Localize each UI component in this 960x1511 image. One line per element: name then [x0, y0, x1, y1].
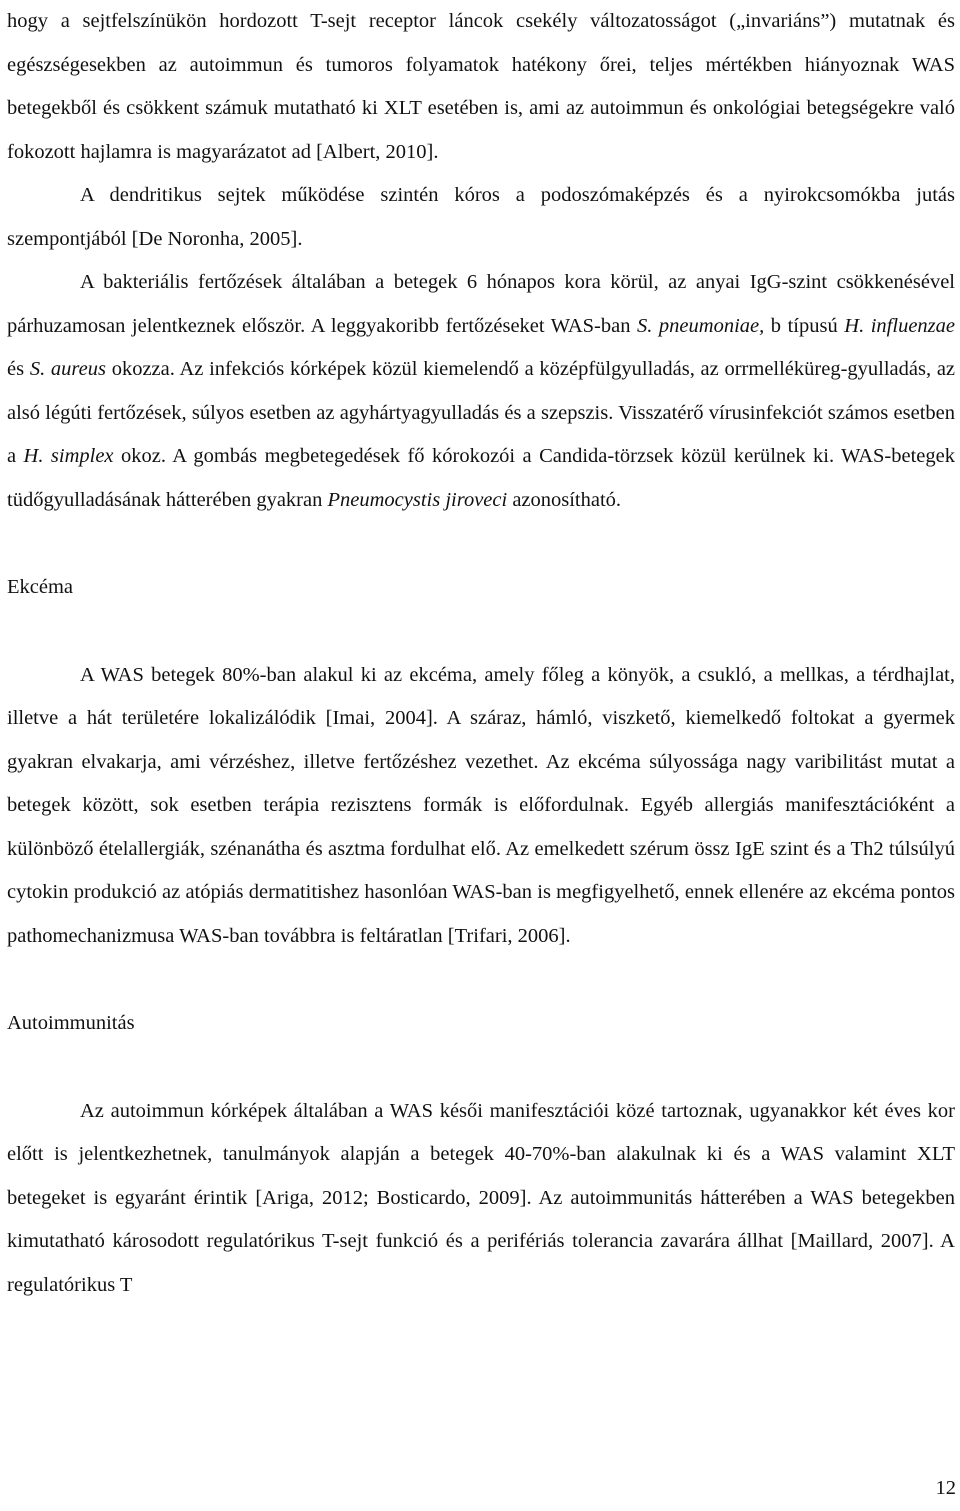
species-name: H. influenzae	[844, 314, 955, 337]
paragraph-bacterial-infections	[7, 261, 955, 522]
text-run: okoz. A gombás megbetegedések fő kórokozói a Candida-törzsek közül kerülnek ki. WAS-betegek tüdőgyulladásának hátterében gyakran	[7, 445, 955, 511]
species-name: S. aureus	[29, 358, 106, 380]
text-run: azonosítható.	[507, 488, 622, 511]
paragraph-autoimmunity: Az autoimmun kórképek általában a WAS késői manifesztációi közé tartoznak, ugyanakkor két éves kor előtt is jelentkezhetnek, tanulmányok alapján a betegek 40-70%-ban alakulnak ki és a WAS valamint XLT betegeket is egyaránt érintik [Ariga, 2012; Bosticardo, 2009]. Az autoimmunitás hátterében a WAS betegekben kimutatható károsodott regulatórikus T-sejt funkció és a perifériás tolerancia zavarára állhat [Maillard, 2007]. A regulatórikus T	[7, 1099, 955, 1296]
text-run: b típusú	[764, 314, 845, 337]
species-name: S. pneumoniae,	[637, 314, 765, 337]
paragraph-dendritic-cells: A dendritikus sejtek működése szintén kóros a podoszómaképzés és a nyirokcsomókba jutás szempontjából [De Noronha, 2005].	[7, 184, 955, 250]
text-run: és	[7, 358, 30, 380]
section-heading-autoimmunity: Autoimmunitás	[7, 1012, 135, 1034]
species-name: Pneumocystis jiroveci	[327, 488, 508, 511]
paragraph-eczema: A WAS betegek 80%-ban alakul ki az ekcéma, amely főleg a könyök, a csukló, a mellkas, a térdhajlat, illetve a hát területére lokalizálódik [Imai, 2004]. A száraz, hámló, viszkető, kiemelkedő foltokat a gyermek gyakran elvakarja, ami vérzéshez, illetve fertőzéshez vezethet. Az ekcéma súlyossága nagy varibilitást mutat a betegek között, sok esetben terápia rezisztens formák is előfordulnak. Egyéb allergiás manifesztációként a különböző ételallergiák, szénanátha és asztma fordulhat elő. Az emelkedett szérum össz IgE szint és a Th2 túlsúlyú cytokin produkció az atópiás dermatitishez hasonlóan WAS-ban is megfigyelhető, ennek ellenére az ekcéma pontos pathomechanizmusa WAS-ban továbbra is feltáratlan [Trifari, 2006].	[7, 663, 955, 947]
document-page	[7, 0, 955, 1509]
section-heading-eczema: Ekcéma	[7, 576, 74, 598]
paragraph-continuation: hogy a sejtfelszínükön hordozott T-sejt receptor láncok csekély változatosságot („invariáns”) mutatnak és egészségesekben az autoimmun és tumoros folyamatok hatékony őrei, teljes mértékben hiányoznak WAS betegekből és csökkent számuk mutatható ki XLT esetében is, ami az autoimmun és onkológiai betegségekre való fokozott hajlamra is magyarázatot ad [Albert, 2010].	[7, 10, 955, 163]
page-number: 12	[935, 1477, 956, 1499]
text-run: A bakteriális fertőzések általában a betegek 6 hónapos kora körül, az anyai IgG-szint csökkenésével párhuzamosan jelentkeznek először. A leggyakoribb fertőzéseket WAS-ban	[7, 271, 955, 337]
species-name: H. simplex	[23, 445, 114, 467]
text-run: okozza. Az infekciós kórképek közül kiemelendő a középfülgyulladás, az orrmelléküreg-gyulladás, az alsó légúti fertőzések, súlyos esetben az agyhártyagyulladás és a szepszis. Visszatérő vírusinfekciót számos esetben a	[7, 358, 956, 467]
